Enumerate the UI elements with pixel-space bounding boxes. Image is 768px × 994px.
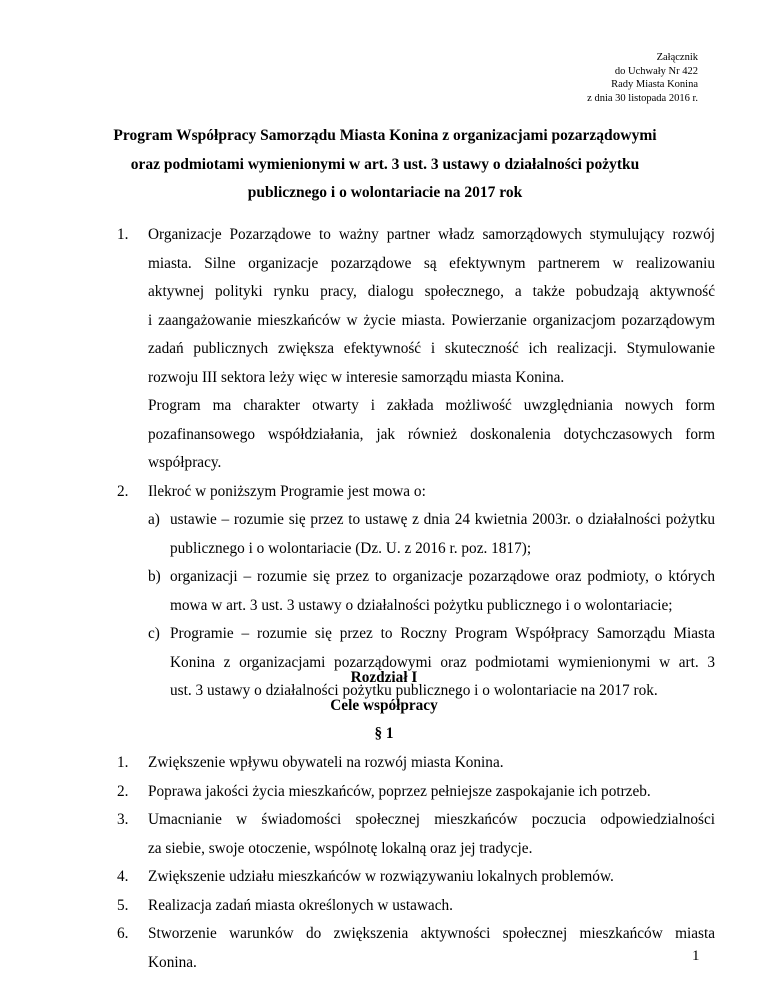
list-item-line: Umacnianie w świadomości społecznej mieszkańców poczucia odpowiedzialności xyxy=(148,811,715,828)
title-line: oraz podmiotami wymienionymi w art. 3 ust. 3 ustawy o działalności pożytku xyxy=(130,155,640,173)
item-number: 2. xyxy=(117,483,129,500)
title-line: Program Współpracy Samorządu Miasta Konina z organizacjami pozarządowymi xyxy=(113,127,657,144)
subitem-line: mowa w art. 3 ust. 3 ustawy o działalności pożytku publicznego i o wolontariacie; xyxy=(170,596,673,614)
list-item-line: Konina. xyxy=(148,953,197,971)
list-item-number: 2. xyxy=(117,783,129,800)
list-item-number: 6. xyxy=(117,925,129,942)
item-text: Ilekroć w poniższym Programie jest mowa o: xyxy=(148,483,426,500)
subitem-line: Programie – rozumie się przez to Roczny Program Współpracy Samorządu Miasta xyxy=(170,625,715,642)
list-item-number: 4. xyxy=(117,868,129,885)
subitem-line: publicznego i o wolontariacie (Dz. U. z 2016 r. poz. 1817); xyxy=(170,539,532,557)
document-title xyxy=(100,122,670,208)
attachment-label: Załącznik xyxy=(656,52,698,63)
subitem-body xyxy=(170,506,715,563)
chapter-heading: Rozdział I xyxy=(350,669,418,686)
paragraph-line: Organizacje Pozarządowe to ważny partner władz samorządowych stymulujący rozwój xyxy=(148,226,715,243)
subitem-line: Konina z organizacjami pozarządowymi oraz podmiotami wymienionymi w art. 3 xyxy=(170,653,715,671)
paragraph-line: miasta. Silne organizacje pozarządowe są efektywnym partnerem w realizowaniu xyxy=(148,254,715,272)
list-item-number: 3. xyxy=(117,811,129,828)
list-item: Realizacja zadań miasta określonych w ustawach. xyxy=(148,897,453,914)
paragraph-line: aktywnej polityki rynku pracy, dialogu społecznego, a także pobudzają aktywność xyxy=(148,283,715,300)
subitem-line: ust. 3 ustawy o działalności pożytku publicznego i o wolontariacie na 2017 rok. xyxy=(170,682,658,699)
council-name: Rady Miasta Konina xyxy=(611,79,698,90)
subitem-letter: c) xyxy=(148,625,160,642)
subitem-line: ustawie – rozumie się przez to ustawę z dnia 24 kwietnia 2003r. o działalności pożytku xyxy=(170,511,715,528)
page-number: 1 xyxy=(692,948,700,964)
paragraph-line: i zaangażowanie mieszkańców w życie miasta. Powierzanie organizacjom pozarządowym xyxy=(148,311,715,329)
paragraph-line: zadań publicznych zwiększa efektywność i skuteczność ich realizacji. Stymulowanie xyxy=(148,340,715,357)
paragraph-line: Program ma charakter otwarty i zakłada możliwość uwzględniania nowych form xyxy=(148,397,715,414)
resolution-number: do Uchwały Nr 422 xyxy=(614,65,698,77)
resolution-date: z dnia 30 listopada 2016 r. xyxy=(587,92,698,104)
subitem-letter: a) xyxy=(148,511,160,528)
attachment-note xyxy=(587,51,698,105)
section-mark: § 1 xyxy=(374,725,394,742)
list-item xyxy=(148,920,715,977)
paragraph-line: rozwoju III sektora leży więc w interesie samorządu miasta Konina. xyxy=(148,368,565,386)
subitem-body xyxy=(170,563,715,620)
list-item-line: Stworzenie warunków do zwiększenia aktywności społecznej mieszkańców miasta xyxy=(148,925,715,942)
title-line: publicznego i o wolontariacie na 2017 rok xyxy=(247,184,523,201)
list-item: Zwiększenie wpływu obywateli na rozwój miasta Konina. xyxy=(148,754,504,771)
list-item-number: 1. xyxy=(117,754,129,771)
item-body xyxy=(148,221,715,478)
subitem-line: organizacji – rozumie się przez to organizacje pozarządowe oraz podmioty, o których xyxy=(170,568,715,585)
list-item: Poprawa jakości życia mieszkańców, poprzez pełniejsze zaspokajanie ich potrzeb. xyxy=(148,783,651,800)
list-item: Zwiększenie udziału mieszkańców w rozwiązywaniu lokalnych problemów. xyxy=(148,868,614,885)
item-number: 1. xyxy=(117,226,129,243)
list-item xyxy=(148,806,715,863)
chapter-subheading: Cele współpracy xyxy=(330,697,438,714)
list-item-line: za siebie, swoje otoczenie, wspólnotę lokalną oraz jej tradycje. xyxy=(148,839,533,857)
subitem-letter: b) xyxy=(148,568,161,585)
paragraph-line: pozafinansowego współdziałania, jak również doskonalenia dotychczasowych form xyxy=(148,425,715,443)
list-item-number: 5. xyxy=(117,897,129,914)
paragraph-line: współpracy. xyxy=(148,454,222,471)
